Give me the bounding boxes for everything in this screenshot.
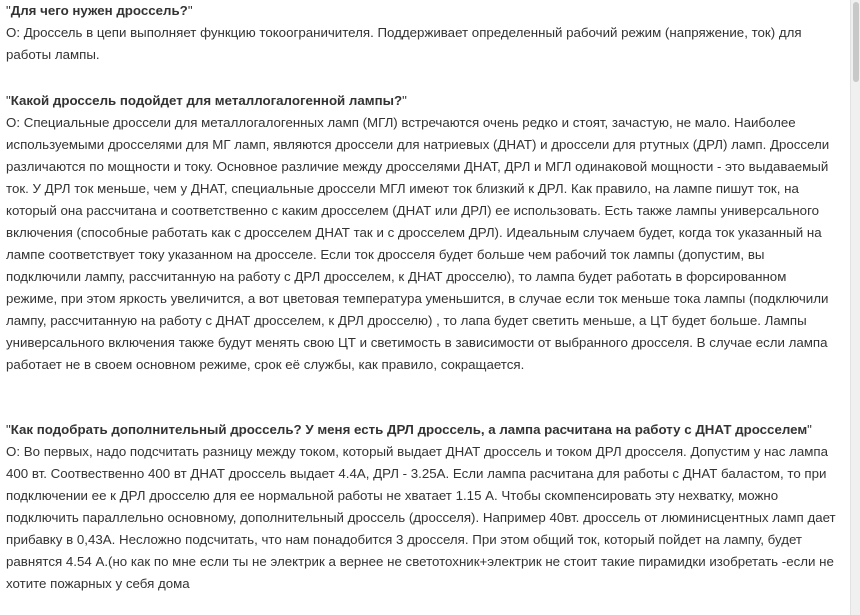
vertical-scrollbar[interactable] (850, 0, 860, 615)
faq-item (6, 0, 841, 66)
scrollbar-thumb[interactable] (853, 2, 859, 82)
faq-answer: О: Специальные дроссели для металлогалогенных ламп (МГЛ) встречаются очень редко и стоят, зачастую, не мало. Наиболее используемыми дросселями для МГ ламп, являются дроссели для натриевых (ДНАТ) и дроссели для ртутных (ДРЛ) ламп. Дроссели различаются по мощности и току. Основное различие между дросселями ДНАТ, ДРЛ и МГЛ одинаковой мощности - это выдаваемый ток. У ДРЛ ток меньше, чем у ДНАТ, специальные дроссели МГЛ имеют ток близкий к ДРЛ. Как правило, на лампе пишут ток, на который она рассчитана и соответственно с каким дросселем (ДНАТ или ДРЛ) ее использовать. Есть также лампы универсального включения (способные работать как с дросселем ДНАТ так и с дросселем ДРЛ). Идеальным случаем будет, когда ток указанный на лампе соответствует току указанном на дросселе. Если ток дросселя будет больше чем рабочий ток лампы (допустим, вы подключили лампу, рассчитанную на работу с ДРЛ дросселем, к ДНАТ дросселю), то лампа будет работать в форсированном режиме, при этом яркость увеличится, а вот цветовая температура уменьшится, в случае если ток меньше тока лампы (подключили лампу, рассчитанную на работу с ДНАТ дросселем, к ДРЛ дросселю) , то лапа будет светить меньше, а ЦТ будет больше. Лампы универсального включения также будут менять свою ЦТ и светимость в зависимости от выбранного дросселя. В случае если лампа работает не в своем основном режиме, срок её службы, как правило, сокращается. (6, 115, 830, 372)
faq-question: "Какой дроссель подойдет для металлогалогенной лампы?" (6, 93, 407, 108)
faq-answer: О: Во первых, надо подсчитать разницу между током, который выдает ДНАТ дроссель и током ДРЛ дросселя. Допустим у нас лампа 400 вт. Соотвественно 400 вт ДНАТ дроссель выдает 4.4А, ДРЛ - 3.25А. Если лампа расчитана для работы с ДНАТ баластом, то при подключении ее к ДРЛ дросселю для ее нормальной работы не хватает 1.15 А. Чтобы скомпенсировать эту нехватку, можно подключить параллельно основному, дополнительный дроссель (дросселя). Например 40вт. дроссель от люминисцентных ламп дает прибавку в 0,43А. Несложно подсчитать, что нам понадобится 3 дросселя. При этом общий ток, который пойдет на лампу, будет равнятся 4.54 А.(но как по мне если ты не электрик а вернее не светотохник+электрик не стоит такие пирамидки изобретать -если не хотите пожарных у себя дома (6, 444, 836, 591)
faq-question: "Как подобрать дополнительный дроссель? У меня есть ДРЛ дроссель, а лампа расчитана на работу с ДНАТ дросселем" (6, 422, 812, 437)
faq-question: "Для чего нужен дроссель?" (6, 3, 193, 18)
faq-item (6, 419, 841, 595)
faq-answer: О: Дроссель в цепи выполняет функцию токоограничителя. Поддерживает определенный рабочий режим (напряжение, ток) для работы лампы. (6, 25, 802, 62)
faq-item (6, 90, 841, 376)
